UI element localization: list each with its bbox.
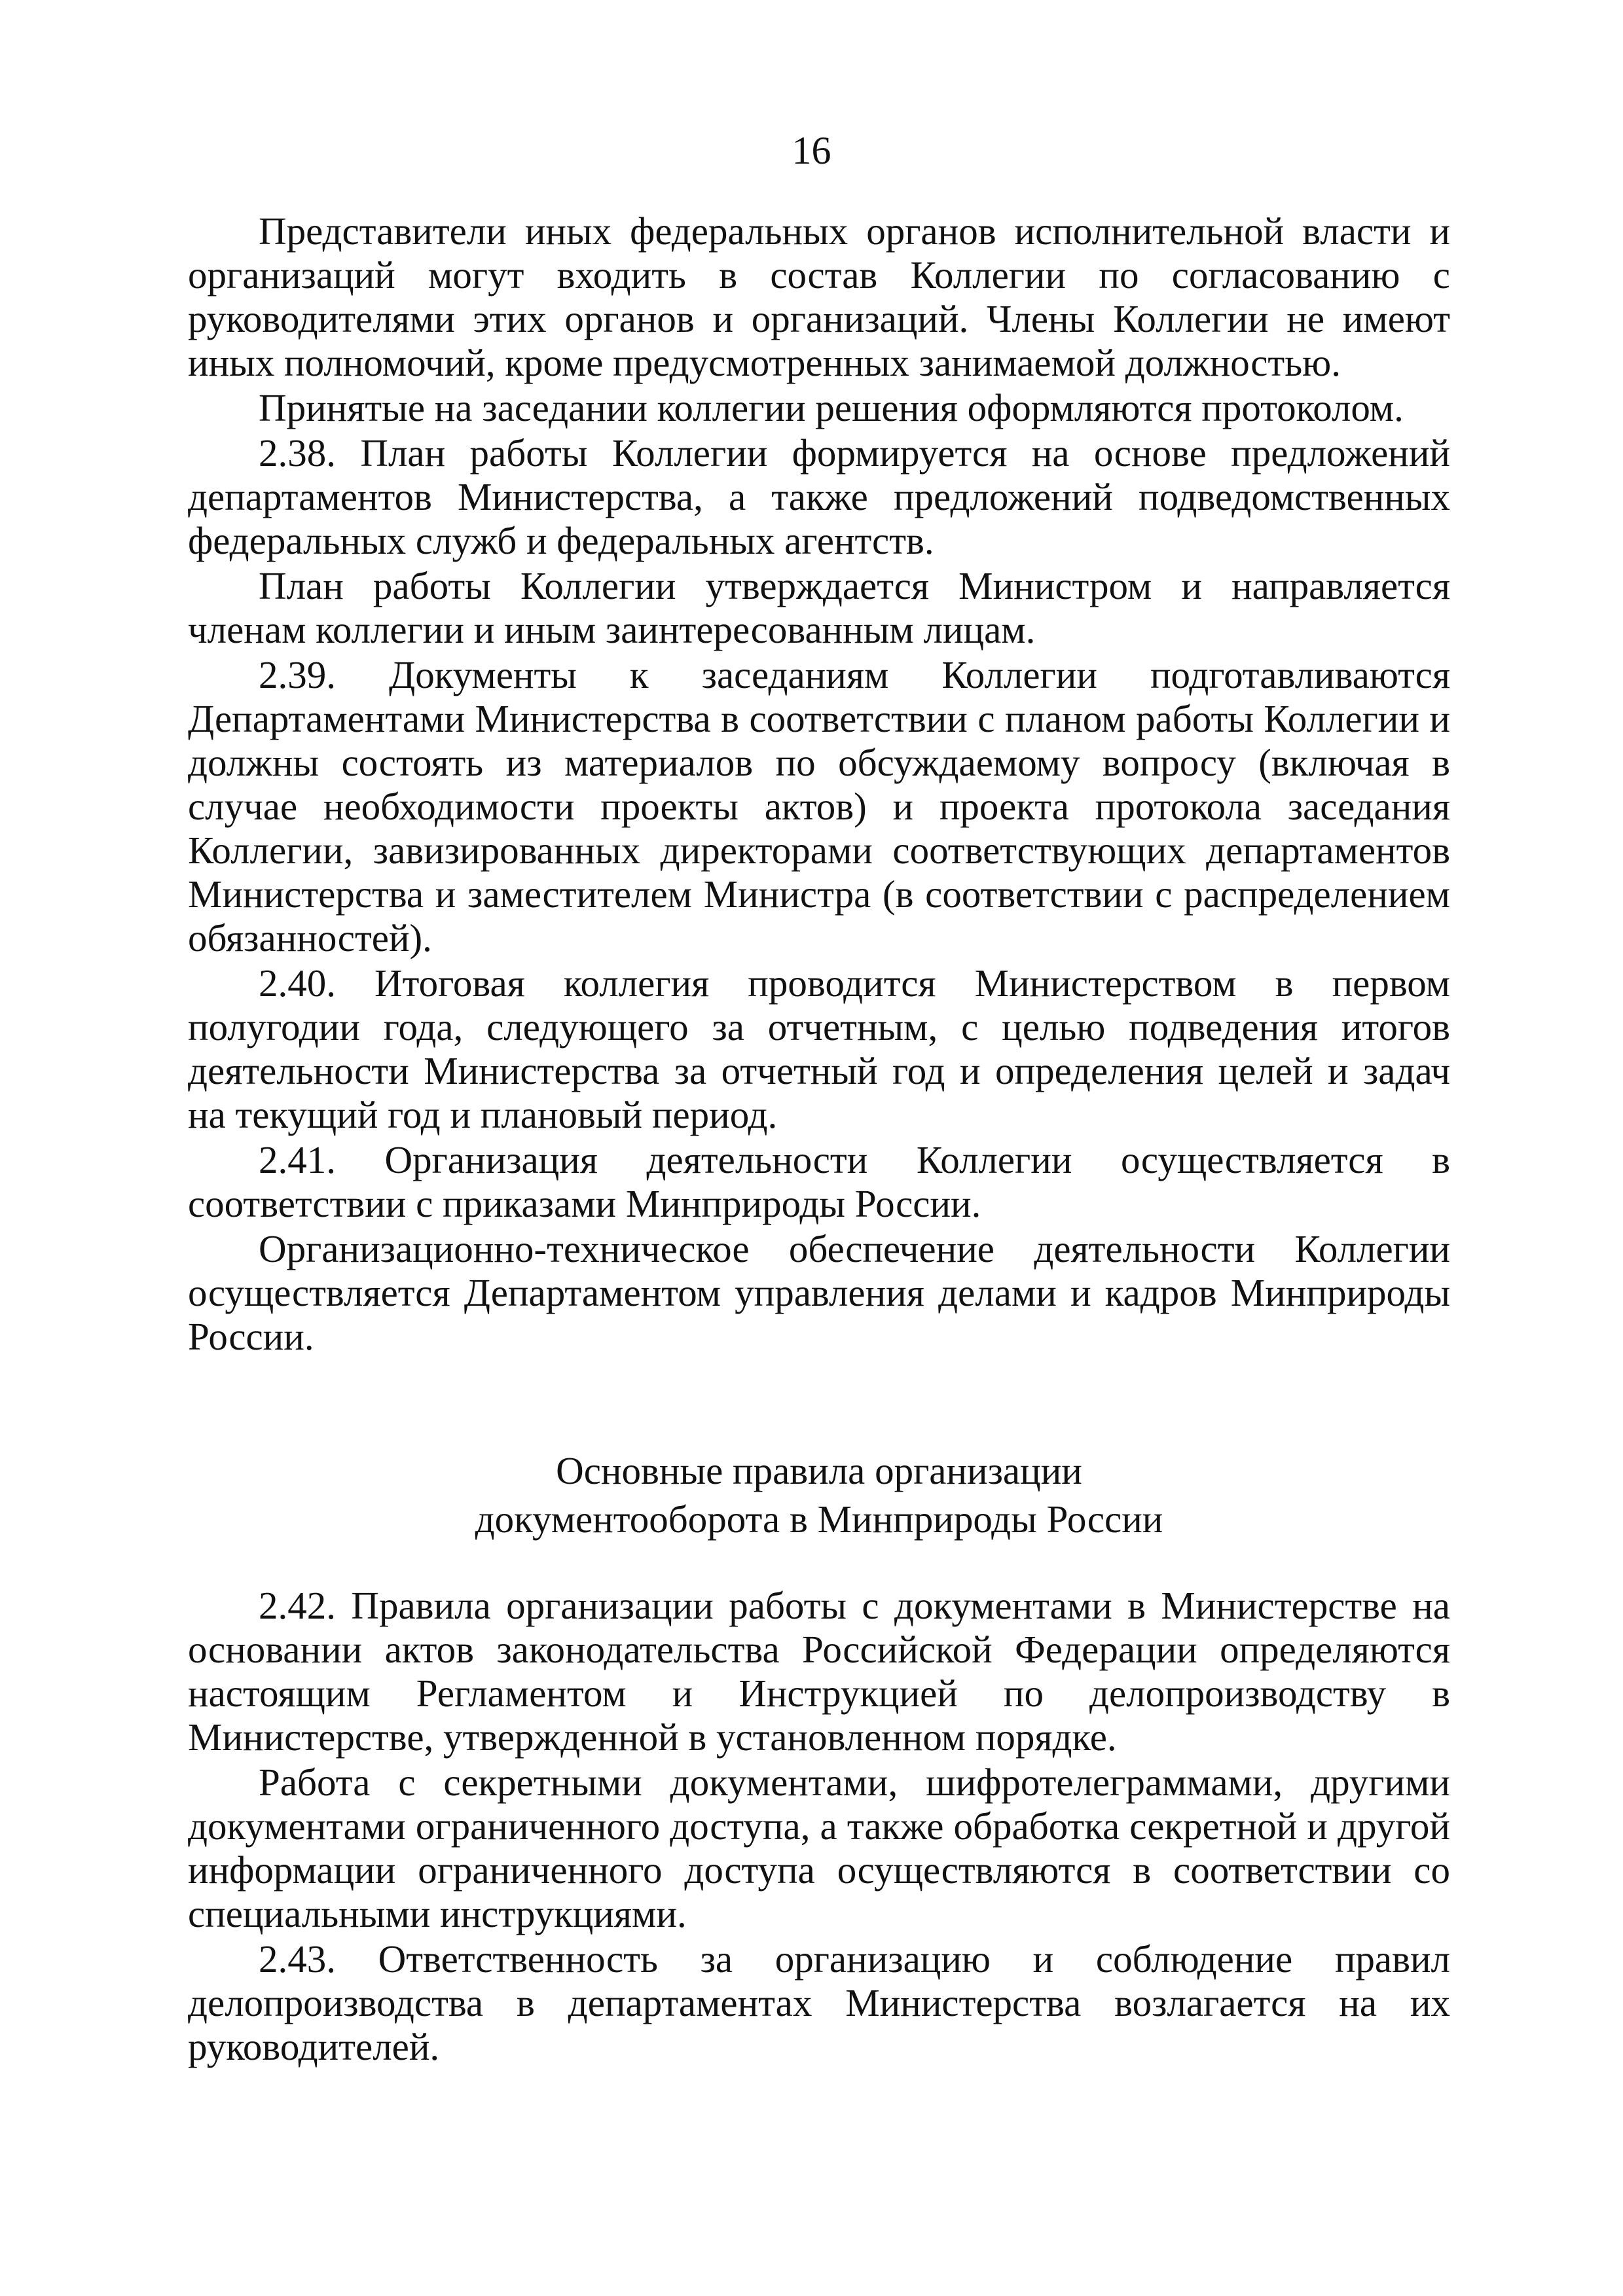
section-heading bbox=[188, 1446, 1450, 1543]
paragraph-org-tech-support: Организационно-техническое обеспечение деятельности Коллегии осуществляется Департаментом управления делами и кадров Минприроды России. bbox=[188, 1227, 1450, 1358]
paragraph-decisions-protocol: Принятые на заседании коллегии решения оформляются протоколом. bbox=[259, 386, 1404, 429]
paragraph-2-43: 2.43. Ответственность за организацию и соблюдение правил делопроизводства в департаментах Министерства возлагается на их руководителей. bbox=[188, 1937, 1450, 2068]
paragraph-2-40: 2.40. Итоговая коллегия проводится Министерством в первом полугодии года, следующего за отчетным, с целью подведения итогов деятельности Министерства за отчетный год и определения целей и задач на текущий год и плановый период. bbox=[188, 961, 1450, 1136]
paragraph-2-42: 2.42. Правила организации работы с документами в Министерстве на основании актов законодательства Российской Федерации определяются настоящим Регламентом и Инструкцией по делопроизводству в Министерстве, утвержденной в установленном порядке. bbox=[188, 1584, 1450, 1759]
paragraph-secret-documents: Работа с секретными документами, шифротелеграммами, другими документами ограниченного доступа, а также обработка секретной и другой информации ограниченного доступа осуществляются в соответствии со специальными инструкциями. bbox=[188, 1761, 1450, 1935]
paragraph-work-plan-approval: План работы Коллегии утверждается Министром и направляется членам коллегии и иным заинтересованным лицам. bbox=[188, 564, 1450, 651]
paragraph-2-41: 2.41. Организация деятельности Коллегии осуществляется в соответствии с приказами Минприроды России. bbox=[188, 1138, 1450, 1225]
section-heading-line-2: документооборота в Минприроды России bbox=[475, 1498, 1163, 1541]
body-text-top bbox=[188, 209, 1450, 1360]
paragraph-representatives: Представители иных федеральных органов исполнительной власти и организаций могут входить в состав Коллегии по согласованию с руководителями этих органов и организаций. Члены Коллегии не имеют иных полномочий, кроме предусмотренных занимаемой должностью. bbox=[188, 209, 1450, 384]
paragraph-2-38: 2.38. План работы Коллегии формируется на основе предложений департаментов Министерства, а также предложений подведомственных федеральных служб и федеральных агентств. bbox=[188, 431, 1450, 562]
section-heading-line-1: Основные правила организации bbox=[556, 1449, 1082, 1492]
paragraph-2-39: 2.39. Документы к заседаниям Коллегии подготавливаются Департаментами Министерства в соответствии с планом работы Коллегии и должны состоять из материалов по обсуждаемому вопросу (включая в случае необходимости проекты актов) и проекта протокола заседания Коллегии, завизированных директорами соответствующих департаментов Министерства и заместителем Министра (в соответствии с распределением обязанностей). bbox=[188, 653, 1450, 960]
body-text-bottom bbox=[188, 1584, 1450, 2070]
page-number: 16 bbox=[792, 129, 831, 172]
